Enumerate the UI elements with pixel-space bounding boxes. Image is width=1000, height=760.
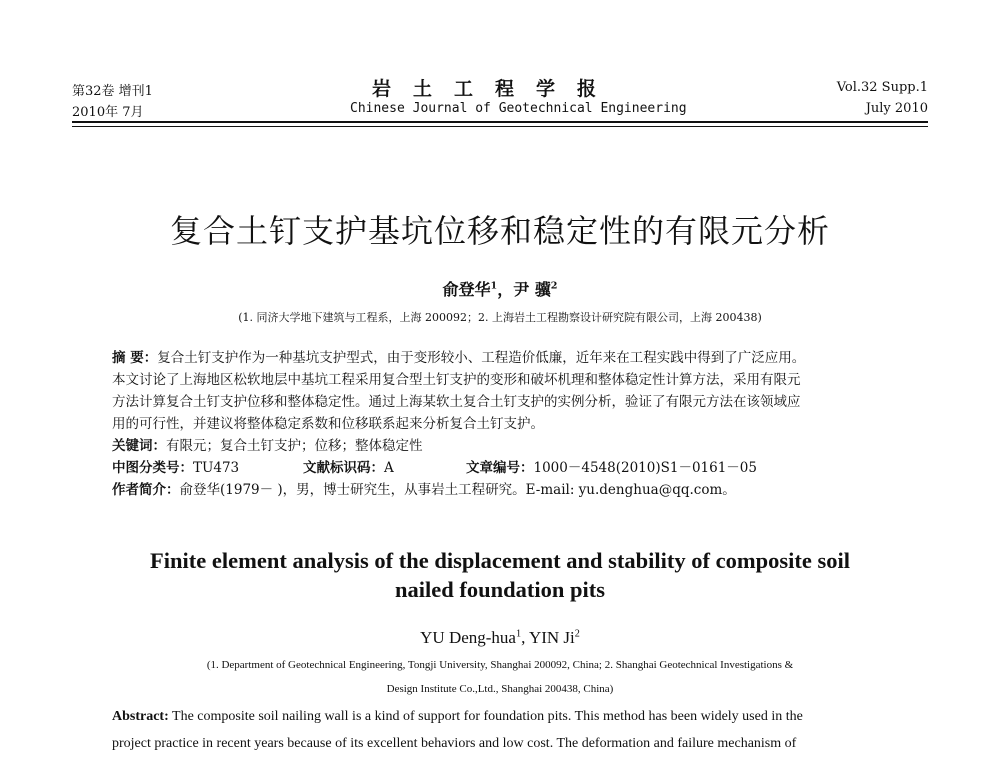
affiliation-cn: (1. 同济大学地下建筑与工程系，上海 200092；2. 上海岩土工程勘察设计研究院有限公司，上海 200438): [238, 311, 762, 324]
author-en-separator: ,: [521, 628, 529, 647]
classification-line: [112, 457, 900, 479]
author-2-sup: 2: [550, 280, 558, 292]
abstract-cn-label: 摘 要：: [112, 350, 158, 366]
author-bio-text: 俞登华(1979－ )，男，博士研究生，从事岩土工程研究。E-mail: yu.denghua@qq.com。: [179, 482, 736, 498]
volume-issue-en: Vol.32 Supp.1: [836, 80, 928, 95]
abstract-cn: [112, 347, 900, 501]
doc-code-value: A: [384, 460, 394, 476]
author-1-en: YU Deng-hua: [420, 628, 516, 647]
author-bio-label: 作者简介：: [112, 482, 180, 498]
author-1-en-sup: 1: [515, 628, 522, 640]
paper-title-cn: 复合土钉支护基坑位移和稳定性的有限元分析: [169, 212, 830, 250]
abstract-en-line-2: project practice in recent years because of its excellent behaviors and low cost. The deformation and failure mechanism of: [112, 736, 797, 751]
keywords-text: 有限元；复合土钉支护；位移；整体稳定性: [166, 438, 423, 454]
author-1-cn: 俞登华: [442, 280, 491, 299]
date-en: July 2010: [865, 101, 928, 116]
author-bio: [112, 479, 900, 501]
affiliation-en-line-1: (1. Department of Geotechnical Engineering, Tongji University, Shanghai 200092, China; 2. Shanghai Geotechnical Investigations &: [206, 659, 794, 671]
author-2-en-sup: 2: [574, 628, 580, 640]
clc-value: TU473: [193, 460, 240, 476]
author-1-sup: 1: [490, 280, 498, 292]
author-separator: ，: [497, 280, 514, 299]
volume-issue-cn: 第32卷 增刊1: [72, 84, 153, 99]
date-cn: 2010年 7月: [72, 105, 144, 120]
header-rule-thin: [72, 126, 928, 127]
header-rule-thick: [72, 121, 928, 123]
abstract-cn-line-4: 用的可行性，并建议将整体稳定系数和位移联系起来分析复合土钉支护。: [112, 416, 544, 432]
keywords-label: 关键词：: [112, 438, 166, 454]
authors-cn: [0, 277, 1000, 300]
paper-title-en-line-2: nailed foundation pits: [394, 577, 606, 602]
abstract-en-line-1: Abstract: The composite soil nailing wall is a kind of support for foundation pits. This method has been widely used in the: [112, 709, 803, 724]
paper-title-en-line-1: Finite element analysis of the displacement and stability of composite soil: [150, 548, 850, 573]
doc-code-label: 文献标识码：: [303, 460, 384, 476]
journal-title-cn: 岩土工程学报: [372, 78, 619, 100]
author-2-en: YIN Ji: [528, 628, 575, 647]
abstract-cn-line-1: 摘 要：复合土钉支护作为一种基坑支护型式，由于变形较小、工程造价低廉，近年来在工程实践中得到了广泛应用。: [112, 350, 806, 366]
article-no-label: 文章编号：: [466, 460, 534, 476]
abstract-cn-line-2: 本文讨论了上海地区松软地层中基坑工程采用复合型土钉支护的变形和破坏机理和整体稳定性计算方法，采用有限元: [112, 372, 801, 388]
affiliation-en-line-2: Design Institute Co.,Ltd., Shanghai 200438, China): [386, 683, 614, 695]
abstract-cn-line-3: 方法计算复合土钉支护位移和整体稳定性。通过上海某软土复合土钉支护的实例分析，验证了有限元方法在该领域应: [112, 394, 801, 410]
journal-title-en: Chinese Journal of Geotechnical Engineering: [350, 101, 687, 116]
abstract-en-label: Abstract: [112, 709, 165, 724]
article-no-value: 1000－4548(2010)S1－0161－05: [533, 460, 757, 476]
paper-title-en: [0, 546, 1000, 604]
clc-label: 中图分类号：: [112, 460, 193, 476]
author-2-cn: 尹 骥: [513, 280, 551, 299]
authors-en: [0, 628, 1000, 648]
abstract-en: [112, 703, 904, 757]
keywords-cn: [112, 435, 900, 457]
